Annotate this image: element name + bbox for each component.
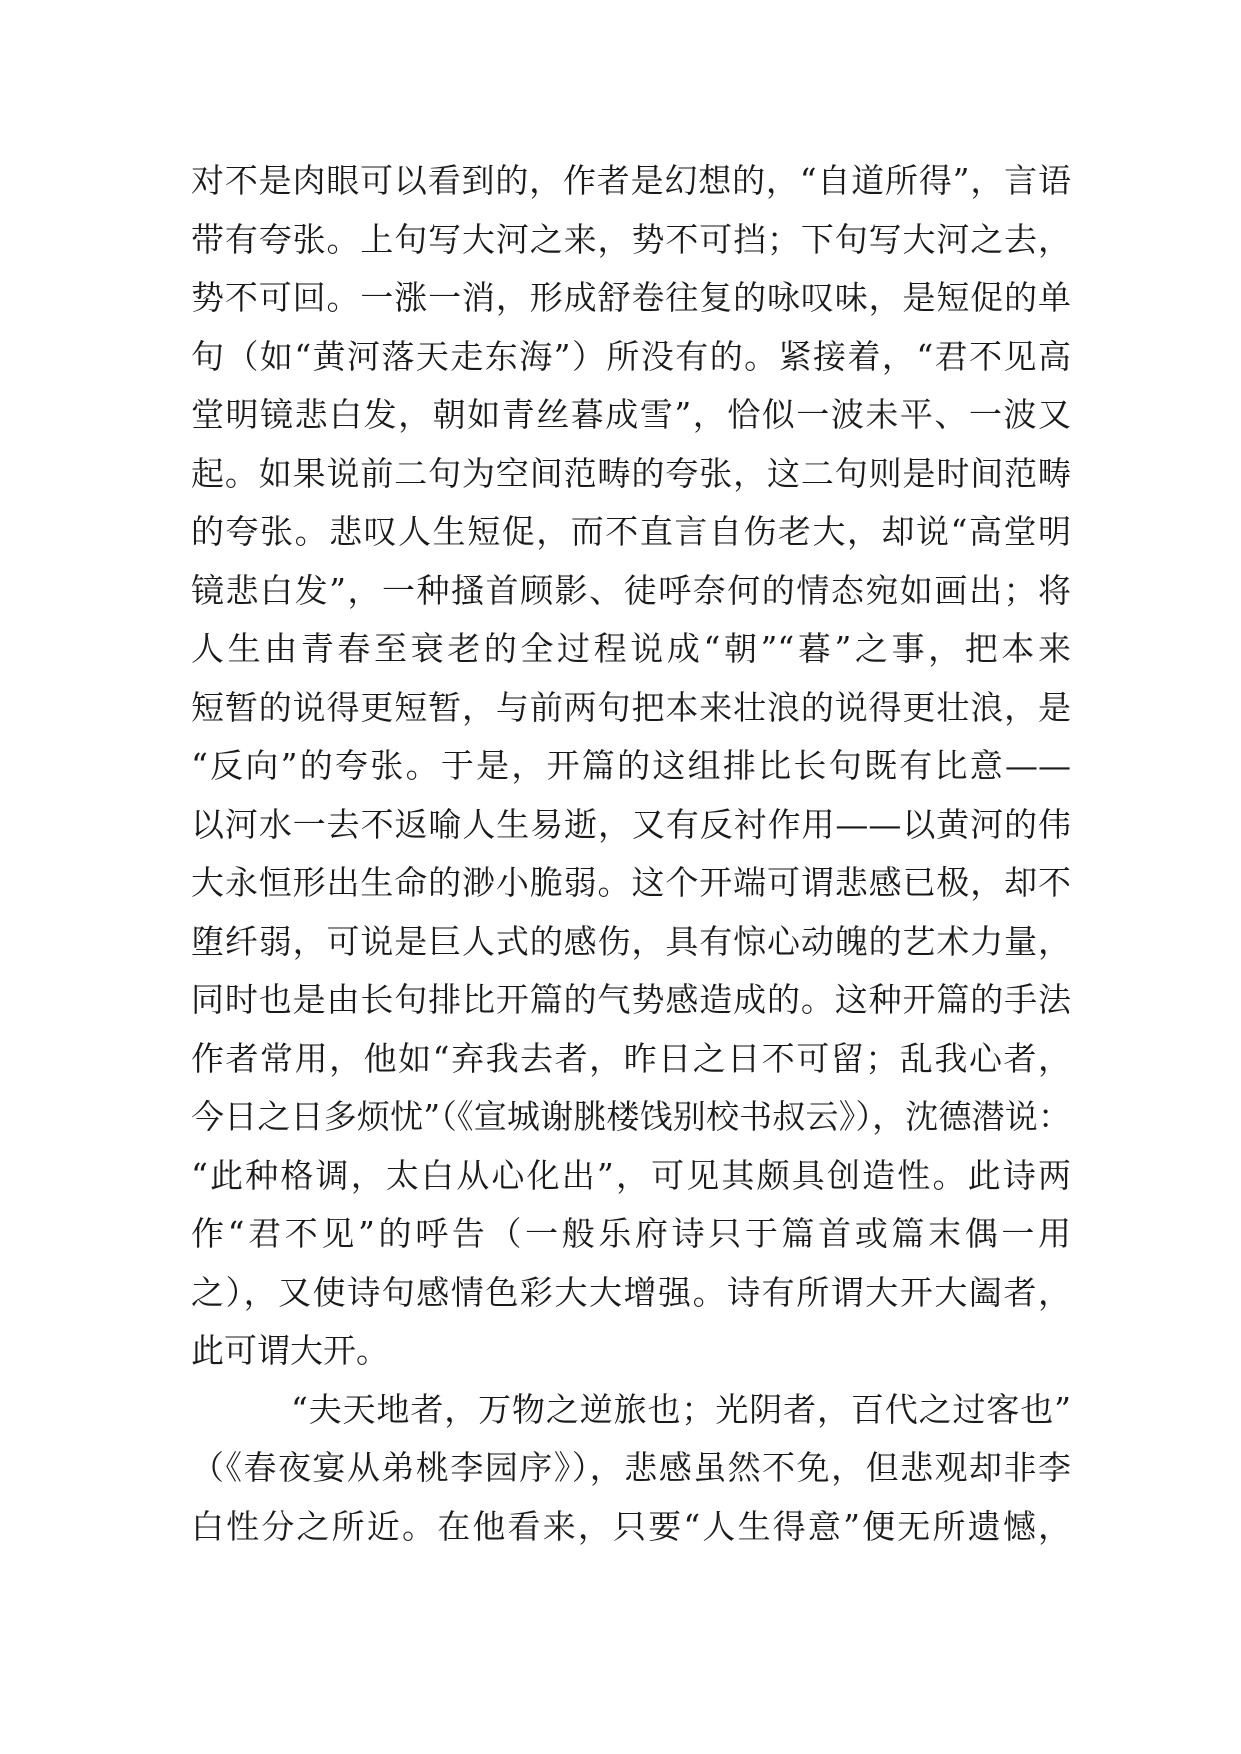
text-line: “此种格调，太白从心化出”，可见其颇具创造性。此诗两 [191, 1155, 1071, 1195]
text-line: 势不可回。一涨一消，形成舒卷往复的咏叹味，是短促的单 [191, 278, 1071, 317]
text-line: 作者常用，他如“弃我去者，昨日之日不可留；乱我心者， [191, 1038, 1071, 1078]
text-line: 起。如果说前二句为空间范畴的夸张，这二句则是时间范畴 [191, 453, 1071, 493]
text-line: 的夸张。悲叹人生短促，而不直言自伤老大，却说“高堂明 [191, 512, 1071, 551]
text-line: 镜悲白发”，一种搔首顾影、徒呼奈何的情态宛如画出；将 [191, 570, 1071, 610]
text-line: 堂明镜悲白发，朝如青丝暮成雪”，恰似一波未平、一波又 [191, 395, 1071, 434]
text-line: 人生由青春至衰老的全过程说成“朝”“暮”之事，把本来 [191, 629, 1071, 668]
text-line-paragraph-start: “夫天地者，万物之逆旅也；光阴者，百代之过客也” [291, 1389, 1071, 1429]
text-line: 以河水一去不返喻人生易逝，又有反衬作用——以黄河的伟 [191, 804, 1071, 844]
text-line: 今日之日多烦忧”（《宣城谢朓楼饯别校书叔云》），沈德潜说： [191, 1097, 1071, 1136]
text-line: 大永恒形出生命的渺小脆弱。这个开端可谓悲感已极，却不 [191, 863, 1071, 902]
text-line: 句（如“黄河落天走东海”）所没有的。紧接着，“君不见高 [191, 336, 1071, 376]
text-line: 带有夸张。上句写大河之来，势不可挡；下句写大河之去， [191, 219, 1071, 259]
text-line-paragraph-end: 此可谓大开。 [191, 1331, 389, 1370]
text-line: 短暂的说得更短暂，与前两句把本来壮浪的说得更壮浪，是 [191, 687, 1071, 727]
text-line: 堕纤弱，可说是巨人式的感伤，具有惊心动魄的艺术力量， [191, 921, 1071, 961]
text-line: “反向”的夸张。于是，开篇的这组排比长句既有比意—— [191, 746, 1071, 785]
text-line: （《春夜宴从弟桃李园序》），悲感虽然不免，但悲观却非李 [191, 1448, 1071, 1487]
text-line: 作“君不见”的呼告（一般乐府诗只于篇首或篇末偶一用 [191, 1214, 1071, 1253]
body-text [191, 152, 1071, 1556]
text-line: 对不是肉眼可以看到的，作者是幻想的，“自道所得”，言语 [191, 161, 1071, 200]
text-line: 白性分之所近。在他看来，只要“人生得意”便无所遗憾， [191, 1506, 1071, 1546]
text-line: 同时也是由长句排比开篇的气势感造成的。这种开篇的手法 [191, 980, 1071, 1019]
text-line: 之），又使诗句感情色彩大大增强。诗有所谓大开大阖者， [191, 1272, 1071, 1312]
